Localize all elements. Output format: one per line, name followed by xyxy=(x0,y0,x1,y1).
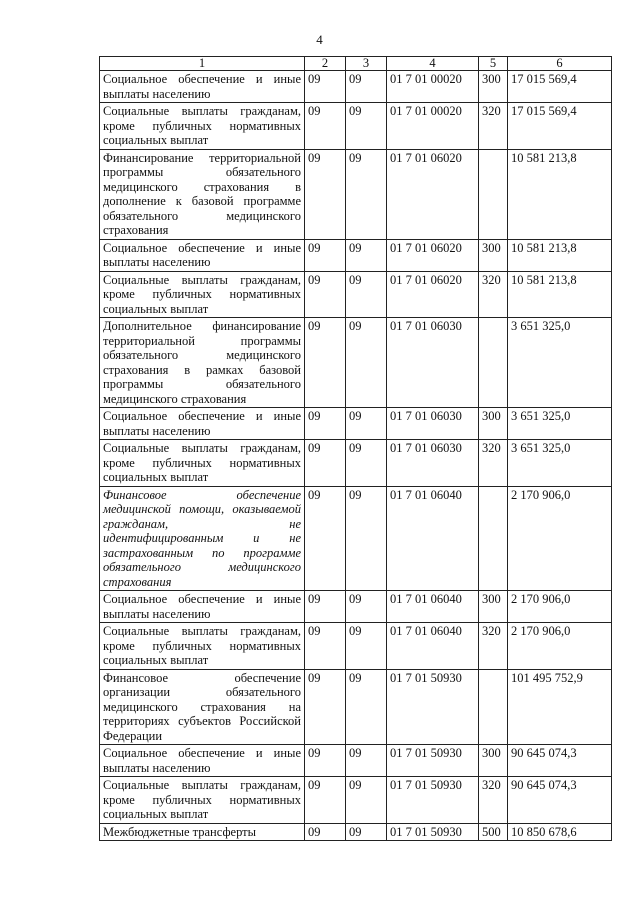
table-row xyxy=(100,591,612,623)
row-subsection: 09 xyxy=(346,823,387,841)
table-row xyxy=(100,777,612,824)
row-amount: 2 170 906,0 xyxy=(508,486,612,591)
column-header: 2 xyxy=(305,57,346,71)
row-expense-type: 320 xyxy=(479,777,508,824)
row-subsection: 09 xyxy=(346,318,387,408)
row-expense-type: 320 xyxy=(479,271,508,318)
row-amount: 17 015 569,4 xyxy=(508,103,612,150)
row-section: 09 xyxy=(305,669,346,745)
row-name: Социальные выплаты гражданам, кроме публичных нормативных социальных выплат xyxy=(100,440,305,487)
row-target-code: 01 7 01 06040 xyxy=(387,486,479,591)
row-name: Финансовое обеспечение медицинской помощи, оказываемой гражданам, не идентифицированным и не застрахованным по программе обязательного медицинского страхования xyxy=(100,486,305,591)
row-amount: 2 170 906,0 xyxy=(508,591,612,623)
row-section: 09 xyxy=(305,149,346,239)
row-name: Социальные выплаты гражданам, кроме публичных нормативных социальных выплат xyxy=(100,777,305,824)
row-section: 09 xyxy=(305,239,346,271)
row-amount: 90 645 074,3 xyxy=(508,777,612,824)
table-row xyxy=(100,103,612,150)
row-expense-type: 500 xyxy=(479,823,508,841)
row-expense-type xyxy=(479,149,508,239)
row-amount: 3 651 325,0 xyxy=(508,440,612,487)
row-name: Социальное обеспечение и иные выплаты населению xyxy=(100,591,305,623)
row-subsection: 09 xyxy=(346,149,387,239)
row-target-code: 01 7 01 06040 xyxy=(387,623,479,670)
table-row xyxy=(100,440,612,487)
row-amount: 101 495 752,9 xyxy=(508,669,612,745)
row-name: Социальное обеспечение и иные выплаты населению xyxy=(100,71,305,103)
table-row xyxy=(100,71,612,103)
row-target-code: 01 7 01 06030 xyxy=(387,440,479,487)
row-target-code: 01 7 01 50930 xyxy=(387,745,479,777)
table-row xyxy=(100,823,612,841)
row-subsection: 09 xyxy=(346,669,387,745)
row-subsection: 09 xyxy=(346,486,387,591)
row-section: 09 xyxy=(305,777,346,824)
table-row xyxy=(100,149,612,239)
row-section: 09 xyxy=(305,71,346,103)
table-header-row xyxy=(100,57,612,71)
row-expense-type: 320 xyxy=(479,103,508,150)
row-target-code: 01 7 01 06040 xyxy=(387,591,479,623)
budget-table xyxy=(99,56,612,841)
row-name: Межбюджетные трансферты xyxy=(100,823,305,841)
row-section: 09 xyxy=(305,591,346,623)
row-target-code: 01 7 01 06020 xyxy=(387,149,479,239)
row-expense-type: 300 xyxy=(479,239,508,271)
row-name: Социальное обеспечение и иные выплаты населению xyxy=(100,239,305,271)
row-name: Дополнительное финансирование территориальной программы обязательного медицинского страхования в рамках базовой программы обязательного медицинского страхования xyxy=(100,318,305,408)
table-row xyxy=(100,239,612,271)
row-expense-type xyxy=(479,486,508,591)
table-row xyxy=(100,745,612,777)
row-target-code: 01 7 01 50930 xyxy=(387,823,479,841)
row-name: Социальные выплаты гражданам, кроме публичных нормативных социальных выплат xyxy=(100,103,305,150)
column-header: 1 xyxy=(100,57,305,71)
row-amount: 10 581 213,8 xyxy=(508,149,612,239)
row-name: Социальные выплаты гражданам, кроме публичных нормативных социальных выплат xyxy=(100,271,305,318)
row-amount: 2 170 906,0 xyxy=(508,623,612,670)
row-section: 09 xyxy=(305,823,346,841)
column-header: 4 xyxy=(387,57,479,71)
column-header: 6 xyxy=(508,57,612,71)
row-expense-type: 300 xyxy=(479,71,508,103)
table-row xyxy=(100,271,612,318)
row-amount: 10 581 213,8 xyxy=(508,239,612,271)
row-expense-type: 320 xyxy=(479,440,508,487)
row-expense-type: 300 xyxy=(479,591,508,623)
row-amount: 3 651 325,0 xyxy=(508,318,612,408)
row-subsection: 09 xyxy=(346,745,387,777)
row-subsection: 09 xyxy=(346,440,387,487)
row-subsection: 09 xyxy=(346,408,387,440)
row-section: 09 xyxy=(305,486,346,591)
row-amount: 10 581 213,8 xyxy=(508,271,612,318)
row-subsection: 09 xyxy=(346,71,387,103)
row-target-code: 01 7 01 06020 xyxy=(387,271,479,318)
row-subsection: 09 xyxy=(346,623,387,670)
row-target-code: 01 7 01 50930 xyxy=(387,669,479,745)
row-subsection: 09 xyxy=(346,777,387,824)
row-section: 09 xyxy=(305,408,346,440)
table-row xyxy=(100,669,612,745)
table-row xyxy=(100,486,612,591)
row-subsection: 09 xyxy=(346,103,387,150)
row-subsection: 09 xyxy=(346,271,387,318)
table-row xyxy=(100,623,612,670)
row-section: 09 xyxy=(305,318,346,408)
row-target-code: 01 7 01 00020 xyxy=(387,103,479,150)
row-name: Финансирование территориальной программы обязательного медицинского страхования в дополнение к базовой программе обязательного медицинского страхования xyxy=(100,149,305,239)
table-row xyxy=(100,408,612,440)
row-section: 09 xyxy=(305,103,346,150)
row-name: Социальное обеспечение и иные выплаты населению xyxy=(100,408,305,440)
table-row xyxy=(100,318,612,408)
row-amount: 10 850 678,6 xyxy=(508,823,612,841)
row-name: Социальные выплаты гражданам, кроме публичных нормативных социальных выплат xyxy=(100,623,305,670)
row-amount: 90 645 074,3 xyxy=(508,745,612,777)
row-amount: 3 651 325,0 xyxy=(508,408,612,440)
row-name: Социальное обеспечение и иные выплаты населению xyxy=(100,745,305,777)
row-subsection: 09 xyxy=(346,591,387,623)
row-section: 09 xyxy=(305,271,346,318)
column-header: 3 xyxy=(346,57,387,71)
row-amount: 17 015 569,4 xyxy=(508,71,612,103)
page-number: 4 xyxy=(316,32,323,47)
row-name: Финансовое обеспечение организации обязательного медицинского страхования на территориях субъектов Российской Федерации xyxy=(100,669,305,745)
row-expense-type: 320 xyxy=(479,623,508,670)
row-expense-type xyxy=(479,318,508,408)
row-section: 09 xyxy=(305,745,346,777)
row-target-code: 01 7 01 06030 xyxy=(387,408,479,440)
row-expense-type xyxy=(479,669,508,745)
row-target-code: 01 7 01 50930 xyxy=(387,777,479,824)
row-subsection: 09 xyxy=(346,239,387,271)
row-section: 09 xyxy=(305,440,346,487)
row-target-code: 01 7 01 06020 xyxy=(387,239,479,271)
row-target-code: 01 7 01 00020 xyxy=(387,71,479,103)
row-expense-type: 300 xyxy=(479,408,508,440)
row-section: 09 xyxy=(305,623,346,670)
column-header: 5 xyxy=(479,57,508,71)
row-expense-type: 300 xyxy=(479,745,508,777)
row-target-code: 01 7 01 06030 xyxy=(387,318,479,408)
